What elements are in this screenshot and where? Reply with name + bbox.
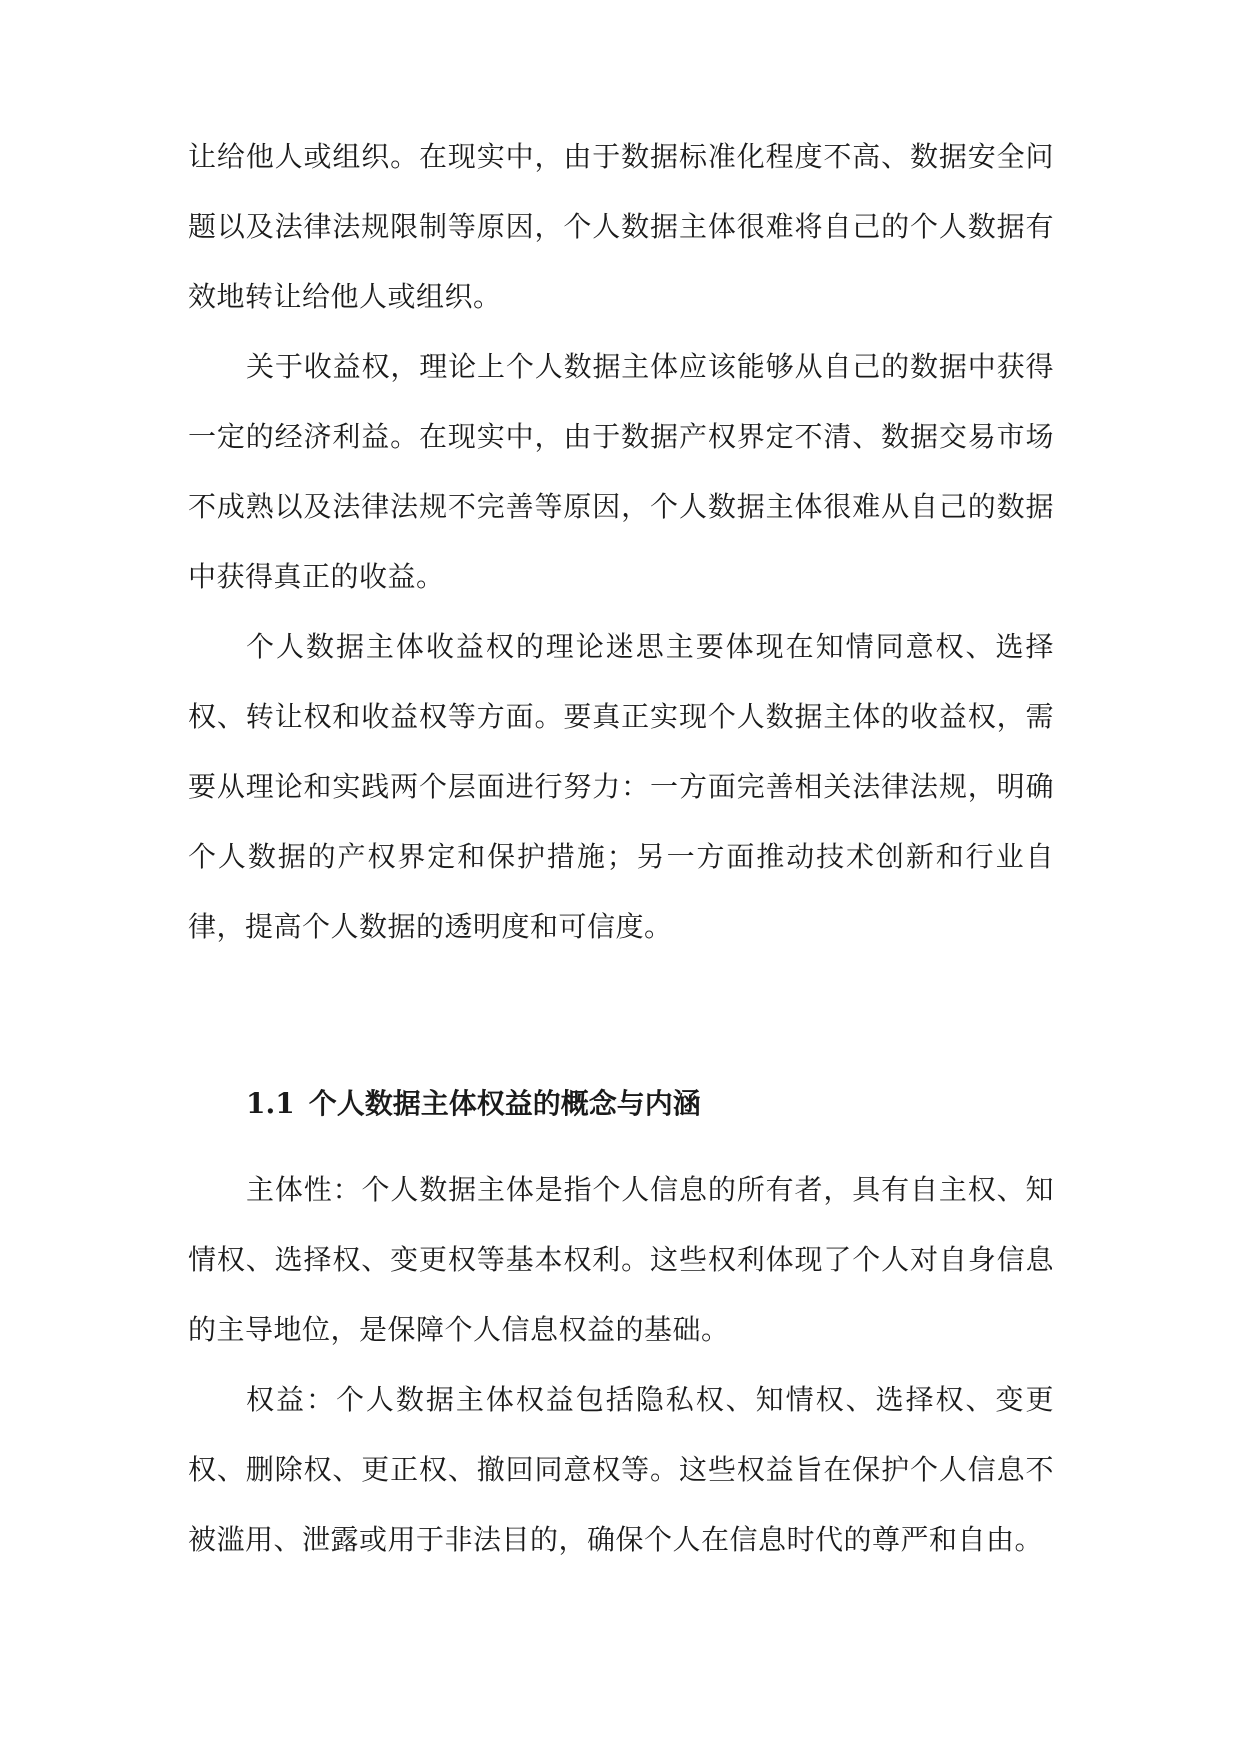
section-title: 个人数据主体权益的概念与内涵 xyxy=(308,1087,701,1120)
paragraph-subjectivity: 主体性：个人数据主体是指个人信息的所有者，具有自主权、知情权、选择权、变更权等基本权利。这些权利体现了个人对自身信息的主导地位，是保障个人信息权益的基础。 xyxy=(188,1173,1054,1346)
body-text-top xyxy=(188,122,1054,962)
paragraph-continuation: 让给他人或组织。在现实中，由于数据标准化程度不高、数据安全问题以及法律法规限制等原因，个人数据主体很难将自己的个人数据有效地转让给他人或组织。 xyxy=(188,140,1054,313)
paragraph-income-right: 关于收益权，理论上个人数据主体应该能够从自己的数据中获得一定的经济利益。在现实中，由于数据产权界定不清、数据交易市场不成熟以及法律法规不完善等原因，个人数据主体很难从自己的数据中获得真正的收益。 xyxy=(188,350,1054,593)
section-heading xyxy=(246,1082,1046,1126)
paragraph-rights: 权益：个人数据主体权益包括隐私权、知情权、选择权、变更权、删除权、更正权、撤回同意权等。这些权益旨在保护个人信息不被滥用、泄露或用于非法目的，确保个人在信息时代的尊严和自由。 xyxy=(188,1383,1054,1556)
body-text-bottom xyxy=(188,1155,1054,1575)
section-number: 1.1 xyxy=(246,1087,295,1120)
paragraph-summary: 个人数据主体收益权的理论迷思主要体现在知情同意权、选择权、转让权和收益权等方面。要真正实现个人数据主体的收益权，需要从理论和实践两个层面进行努力：一方面完善相关法律法规，明确个人数据的产权界定和保护措施；另一方面推动技术创新和行业自律，提高个人数据的透明度和可信度。 xyxy=(188,630,1054,943)
